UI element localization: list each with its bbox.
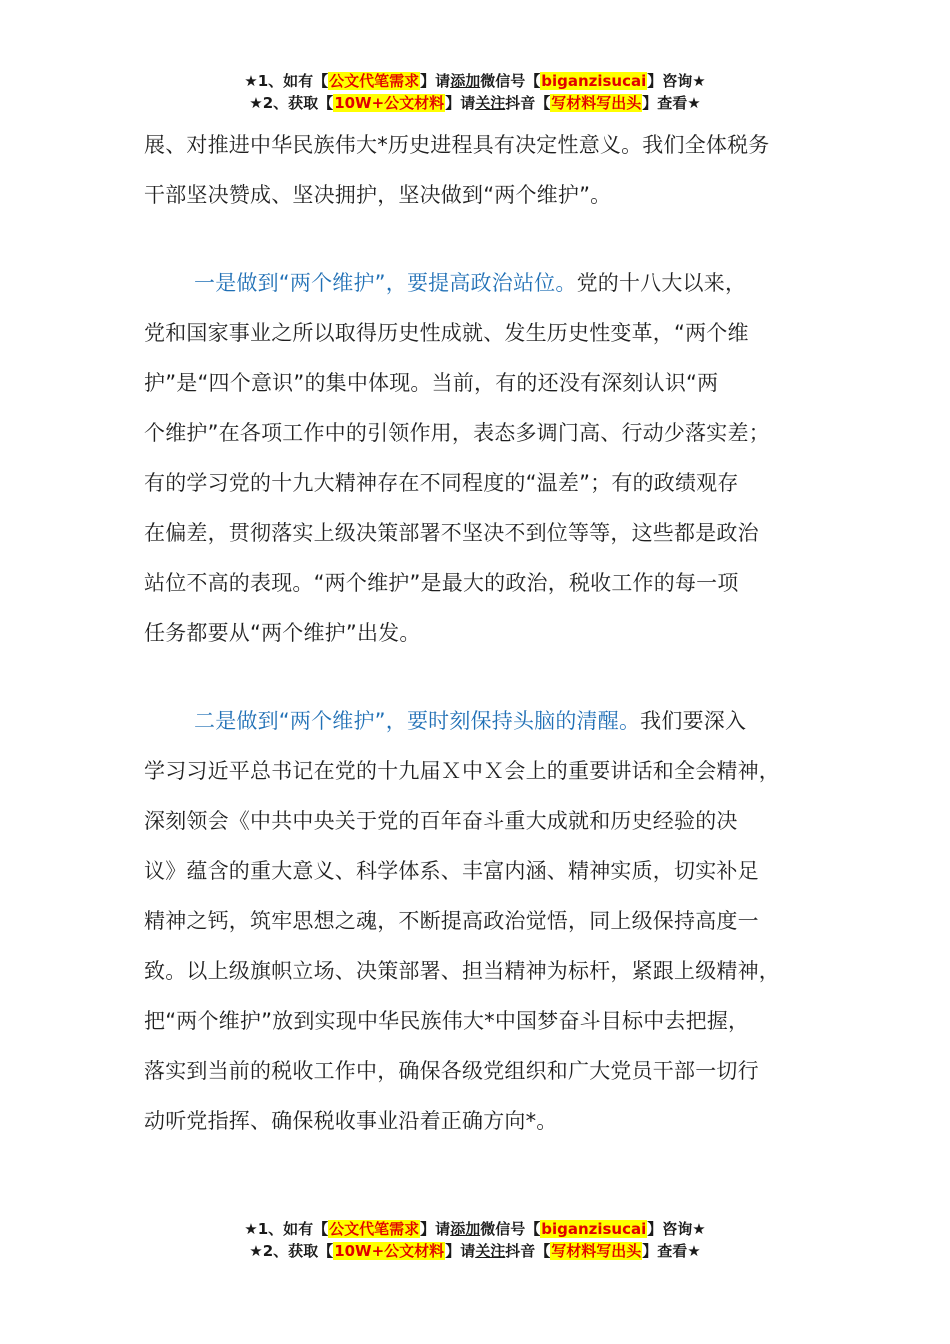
text-line: 个维护”在各项工作中的引领作用，表态多调门高、行动少落实差； — [144, 421, 770, 445]
banner-text: 】咨询★ — [647, 1220, 706, 1238]
text-line: 动听党指挥、确保税收事业沿着正确方向*。 — [144, 1109, 558, 1133]
text-line: 党和国家事业之所以取得历史性成就、发生历史性变革，“两个维 — [144, 321, 749, 345]
banner-text: 】请 — [445, 94, 476, 112]
banner-highlight: 写材料写出头 — [551, 94, 642, 112]
text-line: 精神之钙，筑牢思想之魂，不断提高政治觉悟，同上级保持高度一 — [144, 909, 759, 933]
text-line: 落实到当前的税收工作中，确保各级党组织和广大党员干部一切行 — [144, 1059, 759, 1083]
text-line: 护”是“四个意识”的集中体现。当前，有的还没有深刻认识“两 — [144, 371, 719, 395]
banner-line-2 — [0, 92, 950, 114]
banner-text: 抖音【 — [505, 1242, 551, 1260]
text-line: 议》蕴含的重大意义、科学体系、丰富内涵、精神实质，切实补足 — [144, 859, 759, 883]
paragraph-lead: 一是做到“两个维护”，要提高政治站位。 — [194, 271, 577, 295]
paragraph-lead: 二是做到“两个维护”，要时刻保持头脑的清醒。 — [194, 709, 641, 733]
text-line: 深刻领会《中共中央关于党的百年奋斗重大成就和历史经验的决 — [144, 809, 738, 833]
banner-text: 抖音【 — [505, 94, 551, 112]
banner-text: 】请 — [420, 1220, 451, 1238]
banner-text: 】查看★ — [642, 1242, 701, 1260]
banner-text: 】咨询★ — [647, 72, 706, 90]
banner-text: ★1、如有【 — [244, 72, 329, 90]
text-line: 站位不高的表现。“两个维护”是最大的政治，税收工作的每一项 — [144, 571, 739, 595]
paragraph-0 — [144, 120, 814, 220]
banner-text: 】请 — [445, 1242, 476, 1260]
text-line: 在偏差，贯彻落实上级决策部署不坚决不到位等等，这些都是政治 — [144, 521, 759, 545]
text-line: 把“两个维护”放到实现中华民族伟大*中国梦奋斗目标中去把握， — [144, 1009, 750, 1033]
banner-underlined: 关注 — [475, 1242, 506, 1260]
text-line: 党的十八大以来， — [576, 271, 747, 295]
text-line: 致。以上级旗帜立场、决策部署、担当精神为标杆，紧跟上级精神， — [144, 959, 780, 983]
text-line: 干部坚决赞成、坚决拥护，坚决做到“两个维护”。 — [144, 183, 612, 207]
text-line: 我们要深入 — [640, 709, 747, 733]
banner-highlight: biganzisucai — [541, 72, 647, 90]
banner-underlined: 添加 — [450, 72, 481, 90]
banner-line-1 — [0, 70, 950, 92]
paragraph-2 — [144, 696, 814, 1146]
banner-text: 微信号【 — [480, 72, 541, 90]
banner-line-1 — [0, 1218, 950, 1240]
banner-highlight: 公文代笔需求 — [329, 72, 420, 90]
header-banner — [0, 70, 950, 114]
banner-line-2 — [0, 1240, 950, 1262]
banner-highlight: 写材料写出头 — [551, 1242, 642, 1260]
banner-underlined: 关注 — [475, 94, 506, 112]
text-line: 任务都要从“两个维护”出发。 — [144, 621, 421, 645]
banner-highlight: 10W+公文材料 — [334, 94, 445, 112]
text-line: 展、对推进中华民族伟大*历史进程具有决定性意义。我们全体税务 — [144, 133, 770, 157]
banner-highlight: biganzisucai — [541, 1220, 647, 1238]
banner-highlight: 10W+公文材料 — [334, 1242, 445, 1260]
document-body — [144, 120, 814, 1146]
banner-text: 微信号【 — [480, 1220, 541, 1238]
paragraph-1 — [144, 258, 814, 658]
text-line: 学习习近平总书记在党的十九届Ｘ中Ｘ会上的重要讲话和全会精神， — [144, 759, 780, 783]
banner-text: 】查看★ — [642, 94, 701, 112]
banner-text: 】请 — [420, 72, 451, 90]
banner-highlight: 公文代笔需求 — [329, 1220, 420, 1238]
footer-banner — [0, 1218, 950, 1262]
text-line: 有的学习党的十九大精神存在不同程度的“温差”；有的政绩观存 — [144, 471, 739, 495]
banner-text: ★2、获取【 — [249, 94, 334, 112]
banner-text: ★2、获取【 — [249, 1242, 334, 1260]
banner-text: ★1、如有【 — [244, 1220, 329, 1238]
banner-underlined: 添加 — [450, 1220, 481, 1238]
